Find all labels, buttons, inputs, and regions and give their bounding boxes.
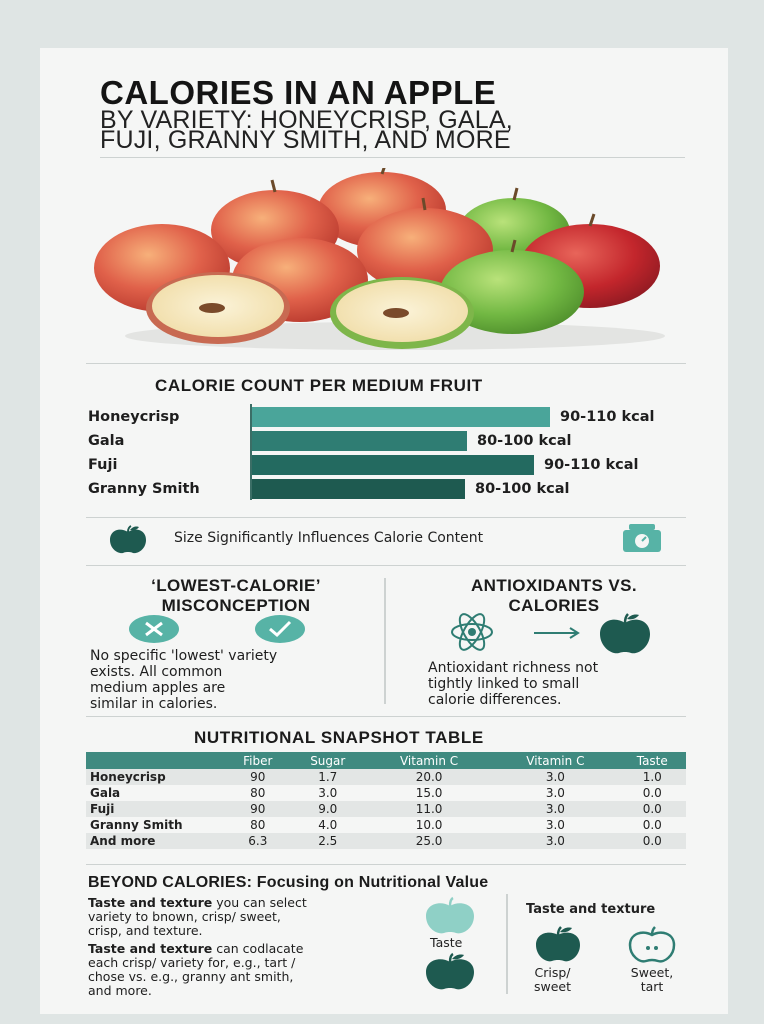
- beyond-line: crisp, and texture.: [88, 923, 203, 938]
- divider: [86, 517, 686, 518]
- column-header: Vitamin C: [492, 752, 618, 769]
- table-cell: 3.0: [492, 769, 618, 785]
- misconception-line: exists. All common: [90, 664, 223, 680]
- table-cell: 3.0: [545, 818, 565, 832]
- apple-outline-icon: [624, 926, 680, 964]
- antioxidants-line: calorie differences.: [428, 692, 562, 708]
- table-cell: 4.0: [318, 818, 338, 832]
- crisp-label-line: Crisp/: [534, 965, 571, 980]
- beyond-para2-rest: can codlacate: [212, 941, 304, 956]
- taste-label: Taste: [430, 935, 463, 950]
- table-cell: 0.0: [619, 801, 686, 817]
- apple-icon: [532, 926, 584, 964]
- column-header: [86, 752, 226, 769]
- column-header: Taste: [619, 752, 686, 769]
- size-note-text: Size Significantly Influences Calorie Content: [174, 530, 484, 546]
- divider: [86, 565, 686, 566]
- calorie-bar: [252, 407, 550, 427]
- table-cell: Fuji: [86, 801, 226, 817]
- table-cell: 1.0: [619, 769, 686, 785]
- table-cell: 2.5: [290, 833, 366, 849]
- misconception-title: [86, 576, 386, 616]
- crisp-label-line: sweet: [534, 979, 572, 994]
- sweet-label-line: Sweet,: [630, 965, 674, 980]
- beyond-para1-rest: you can select: [212, 895, 307, 910]
- misconception-line: No specific 'lowest' variety: [90, 648, 278, 664]
- table-cell: Honeycrisp: [86, 769, 226, 785]
- bar-label: Gala: [88, 433, 125, 449]
- beyond-paragraph-2: [88, 942, 303, 998]
- apples-illustration: [90, 168, 680, 358]
- table-cell: 3.0: [545, 786, 565, 800]
- table-cell: 90: [226, 801, 290, 817]
- table-cell: 3.0: [492, 833, 618, 849]
- misconception-title-line-2: MISCONCEPTION: [161, 596, 311, 615]
- table-cell: Gala: [90, 786, 121, 800]
- subtitle-line-2: FUJI, GRANNY SMITH, AND MORE: [100, 126, 511, 154]
- check-circle-icon: [254, 614, 306, 644]
- table-cell: 11.0: [366, 801, 492, 817]
- beyond-line: variety to bnown, crisp/ sweet,: [88, 909, 281, 924]
- apple-icon: [422, 896, 478, 936]
- table-cell: 0.0: [642, 818, 662, 832]
- column-header: Vitamin C: [366, 752, 492, 769]
- bar-value-label: 80-100 kcal: [475, 481, 570, 497]
- divider: [86, 864, 686, 865]
- divider: [100, 157, 685, 158]
- x-circle-icon: [128, 614, 180, 644]
- table-cell: 25.0: [366, 833, 492, 849]
- beyond-para2-bold: Taste and texture: [88, 941, 213, 956]
- nutrition-table-title: NUTRITIONAL SNAPSHOT TABLE: [194, 728, 484, 747]
- atom-icon: [450, 612, 494, 652]
- column-divider: [384, 578, 386, 704]
- sweet-label-line: tart: [640, 979, 664, 994]
- beyond-paragraph-1: [88, 896, 307, 938]
- table-row: [86, 817, 686, 833]
- calorie-chart-title: CALORIE COUNT PER MEDIUM FRUIT: [155, 376, 483, 395]
- bar-label: Granny Smith: [88, 481, 200, 497]
- beyond-line: each crisp/ variety for, e.g., tart /: [88, 955, 296, 970]
- calorie-bar: [252, 455, 534, 475]
- column-header: Fiber: [226, 752, 290, 769]
- bar-label: Honeycrisp: [88, 409, 180, 425]
- table-row: [86, 801, 686, 817]
- misconception-title-line-1: ‘LOWEST-CALORIE’: [151, 576, 321, 595]
- table-cell: 80: [250, 786, 266, 800]
- apple-icon: [596, 612, 654, 656]
- apple-icon: [422, 952, 478, 992]
- calorie-bar: [252, 431, 467, 451]
- table-cell: 6.3: [226, 833, 290, 849]
- page-title: CALORIES IN AN APPLE: [100, 74, 497, 111]
- antioxidants-line: tightly linked to small: [428, 676, 580, 692]
- table-row: [86, 769, 686, 785]
- table-cell: 3.0: [318, 786, 338, 800]
- bar-value-label: 90-110 kcal: [560, 409, 655, 425]
- beyond-title: BEYOND CALORIES: Focusing on Nutritional Value: [88, 874, 489, 891]
- table-header-row: [86, 752, 686, 769]
- table-cell: 90: [226, 769, 290, 785]
- antioxidants-title-line-2: CALORIES: [508, 596, 600, 615]
- column-header: Sugar: [290, 752, 366, 769]
- subtitle-line-1: BY VARIETY: HONEYCRISP, GALA,: [100, 106, 513, 134]
- table-cell: 9.0: [290, 801, 366, 817]
- table-cell: 0.0: [642, 786, 662, 800]
- crisp-label: [534, 966, 571, 994]
- calorie-bar: [252, 479, 465, 499]
- nutrition-table: [86, 752, 686, 849]
- table-row: [86, 785, 686, 801]
- antioxidants-body: [428, 660, 598, 708]
- table-cell: 10.0: [415, 818, 443, 832]
- table-row: [86, 833, 686, 849]
- texture-title: Taste and texture: [526, 902, 656, 917]
- table-cell: And more: [86, 833, 226, 849]
- table-cell: 80: [250, 818, 266, 832]
- table-cell: 1.7: [290, 769, 366, 785]
- apple-icon: [106, 525, 150, 555]
- divider: [86, 363, 686, 364]
- misconception-line: similar in calories.: [90, 696, 218, 712]
- misconception-body: [90, 648, 277, 712]
- table-cell: 0.0: [619, 833, 686, 849]
- misconception-line: medium apples are: [90, 680, 226, 696]
- antioxidants-line: Antioxidant richness not: [428, 660, 599, 676]
- divider: [86, 716, 686, 717]
- table-cell: 15.0: [415, 786, 443, 800]
- beyond-line: and more.: [88, 983, 152, 998]
- antioxidants-title: [404, 576, 704, 616]
- sweet-label: [622, 966, 682, 994]
- antioxidants-title-line-1: ANTIOXIDANTS VS.: [470, 576, 638, 595]
- bar-label: Fuji: [88, 457, 118, 473]
- column-divider: [506, 894, 508, 994]
- bar-value-label: 90-110 kcal: [544, 457, 639, 473]
- beyond-para1-bold: Taste and texture: [88, 895, 213, 910]
- scale-icon: [620, 522, 664, 554]
- beyond-line: chose vs. e.g., granny ant smith,: [88, 969, 294, 984]
- table-cell: 20.0: [366, 769, 492, 785]
- bar-value-label: 80-100 kcal: [477, 433, 572, 449]
- arrow-right-icon: [532, 626, 582, 640]
- table-cell: 3.0: [492, 801, 618, 817]
- table-cell: Granny Smith: [90, 818, 183, 832]
